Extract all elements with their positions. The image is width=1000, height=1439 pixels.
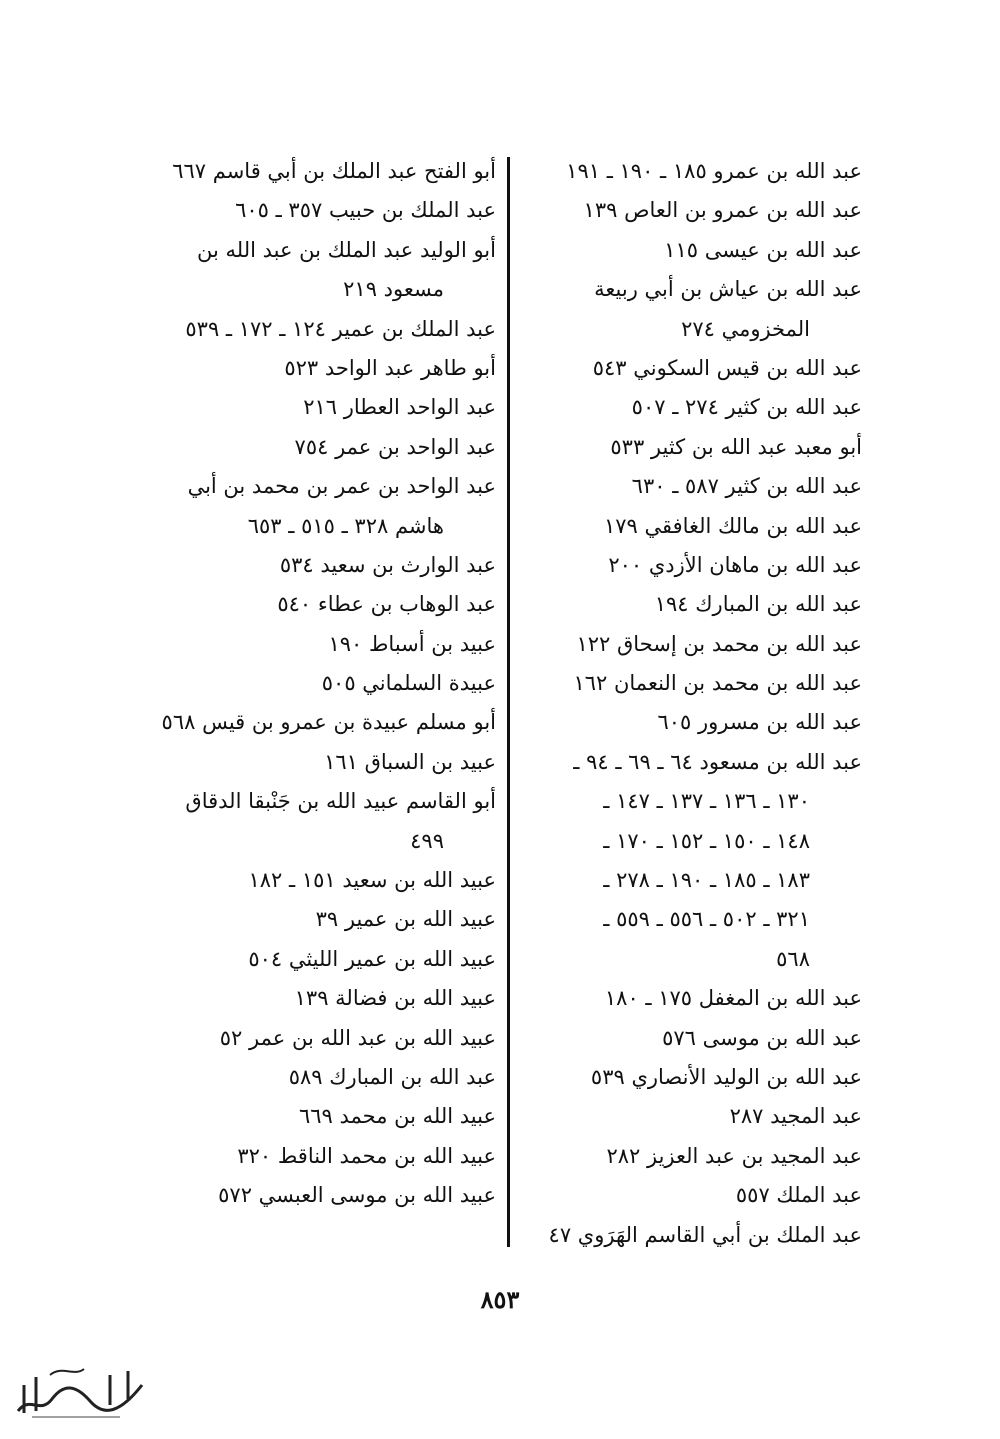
index-entry: عبد الملك ٥٥٧	[735, 1183, 862, 1208]
column-divider	[507, 157, 510, 1247]
index-entry: عبد الله بن كثير ٥٨٧ ـ ٦٣٠	[631, 474, 862, 499]
index-entry: أبو طاهر عبد الواحد ٥٢٣	[284, 355, 496, 380]
index-entry: عبد الواحد العطار ٢١٦	[303, 395, 496, 420]
index-entry: عبيد الله بن عمير ٣٩	[315, 907, 496, 932]
index-entry: عبيد بن السباق ١٦١	[324, 749, 496, 774]
index-entry: عبد الله بن محمد بن إسحاق ١٢٢	[576, 631, 862, 656]
index-entry: عبد الله بن الوليد الأنصاري ٥٣٩	[590, 1064, 862, 1089]
index-column-right	[522, 152, 862, 1255]
index-entry: عبد الله بن مسرور ٦٠٥	[657, 710, 862, 735]
library-seal-logo	[10, 1355, 160, 1425]
index-entry: عبيد الله بن عبد الله بن عمر ٥٢	[219, 1025, 496, 1050]
index-entry: عبيدة السلماني ٥٠٥	[321, 671, 496, 696]
index-entry-continuation: هاشم ٣٢٨ ـ ٥١٥ ـ ٦٥٣	[247, 513, 444, 538]
index-entry: عبد الملك بن أبي القاسم الهَرَوي ٤٧	[548, 1222, 862, 1247]
index-entry: عبد الوارث بن سعيد ٥٣٤	[279, 552, 496, 577]
index-entry: عبد الله بن مسعود ٦٤ ـ ٦٩ ـ ٩٤ ـ	[573, 749, 862, 774]
index-entry-continuation: ١٨٣ ـ ١٨٥ ـ ١٩٠ ـ ٢٧٨ ـ	[603, 868, 810, 893]
index-column-left	[160, 152, 496, 1216]
index-entry: عبد الله بن المغفل ١٧٥ ـ ١٨٠	[604, 986, 862, 1011]
index-entry: عبد الله بن مالك الغافقي ١٧٩	[603, 513, 862, 538]
index-entry-continuation: ٣٢١ ـ ٥٠٢ ـ ٥٥٦ ـ ٥٥٩ ـ	[603, 907, 810, 932]
index-entry: عبد الله بن المبارك ٥٨٩	[288, 1064, 496, 1089]
index-entry: عبيد الله بن فضالة ١٣٩	[294, 986, 496, 1011]
index-entry: عبد الله بن محمد بن النعمان ١٦٢	[573, 671, 862, 696]
page-number: ٨٥٣	[480, 1285, 520, 1314]
index-entry: عبيد الله بن سعيد ١٥١ ـ ١٨٢	[248, 868, 496, 893]
index-entry-continuation: مسعود ٢١٩	[343, 277, 444, 302]
index-entry: عبد الله بن عمرو بن العاص ١٣٩	[583, 198, 862, 223]
index-entry: أبو مسلم عبيدة بن عمرو بن قيس ٥٦٨	[161, 710, 496, 735]
index-entry: عبد الوهاب بن عطاء ٥٤٠	[277, 592, 496, 617]
index-entry: عبيد بن أسباط ١٩٠	[328, 631, 496, 656]
index-entry: عبيد الله بن موسى العبسي ٥٧٢	[218, 1183, 496, 1208]
index-entry-continuation: المخزومي ٢٧٤	[681, 316, 810, 341]
index-entry: عبد الله بن كثير ٢٧٤ ـ ٥٠٧	[631, 395, 862, 420]
index-entry-continuation: ١٣٠ ـ ١٣٦ ـ ١٣٧ ـ ١٤٧ ـ	[603, 789, 810, 814]
index-entry-continuation: ٥٦٨	[776, 946, 810, 971]
index-entry: عبد الله بن عيسى ١١٥	[664, 237, 862, 262]
index-entry: أبو معبد عبد الله بن كثير ٥٣٣	[610, 434, 862, 459]
index-entry: عبيد الله بن محمد ٦٦٩	[298, 1104, 496, 1129]
index-entry: عبد الله بن المبارك ١٩٤	[654, 592, 862, 617]
index-entry: أبو الفتح عبد الملك بن أبي قاسم ٦٦٧	[172, 159, 496, 183]
index-entry-continuation: ١٤٨ ـ ١٥٠ ـ ١٥٢ ـ ١٧٠ ـ	[603, 828, 810, 853]
index-entry: عبد الواحد بن عمر بن محمد بن أبي	[187, 474, 496, 499]
index-entry: أبو الوليد عبد الملك بن عبد الله بن	[196, 237, 496, 262]
index-entry: عبيد الله بن محمد الناقط ٣٢٠	[237, 1143, 496, 1168]
index-entry: عبيد الله بن عمير الليثي ٥٠٤	[248, 946, 496, 971]
index-entry: عبد الله بن عياش بن أبي ربيعة	[594, 277, 862, 302]
index-entry: عبد الملك بن حبيب ٣٥٧ ـ ٦٠٥	[235, 198, 496, 223]
index-entry: أبو القاسم عبيد الله بن جَنْبقا الدقاق	[185, 789, 496, 814]
index-entry: عبد المجيد ٢٨٧	[729, 1104, 862, 1129]
index-entry: عبد الله بن عمرو ١٨٥ ـ ١٩٠ ـ ١٩١	[566, 159, 862, 183]
index-entry: عبد الواحد بن عمر ٧٥٤	[294, 434, 496, 459]
index-entry: عبد الله بن موسى ٥٧٦	[662, 1025, 862, 1050]
index-entry-continuation: ٤٩٩	[410, 828, 444, 853]
index-entry: عبد الله بن قيس السكوني ٥٤٣	[592, 355, 862, 380]
index-entry: عبد الله بن ماهان الأزدي ٢٠٠	[608, 552, 862, 577]
index-entry: عبد الملك بن عمير ١٢٤ ـ ١٧٢ ـ ٥٣٩	[185, 316, 496, 341]
index-entry: عبد المجيد بن عبد العزيز ٢٨٢	[606, 1143, 862, 1168]
